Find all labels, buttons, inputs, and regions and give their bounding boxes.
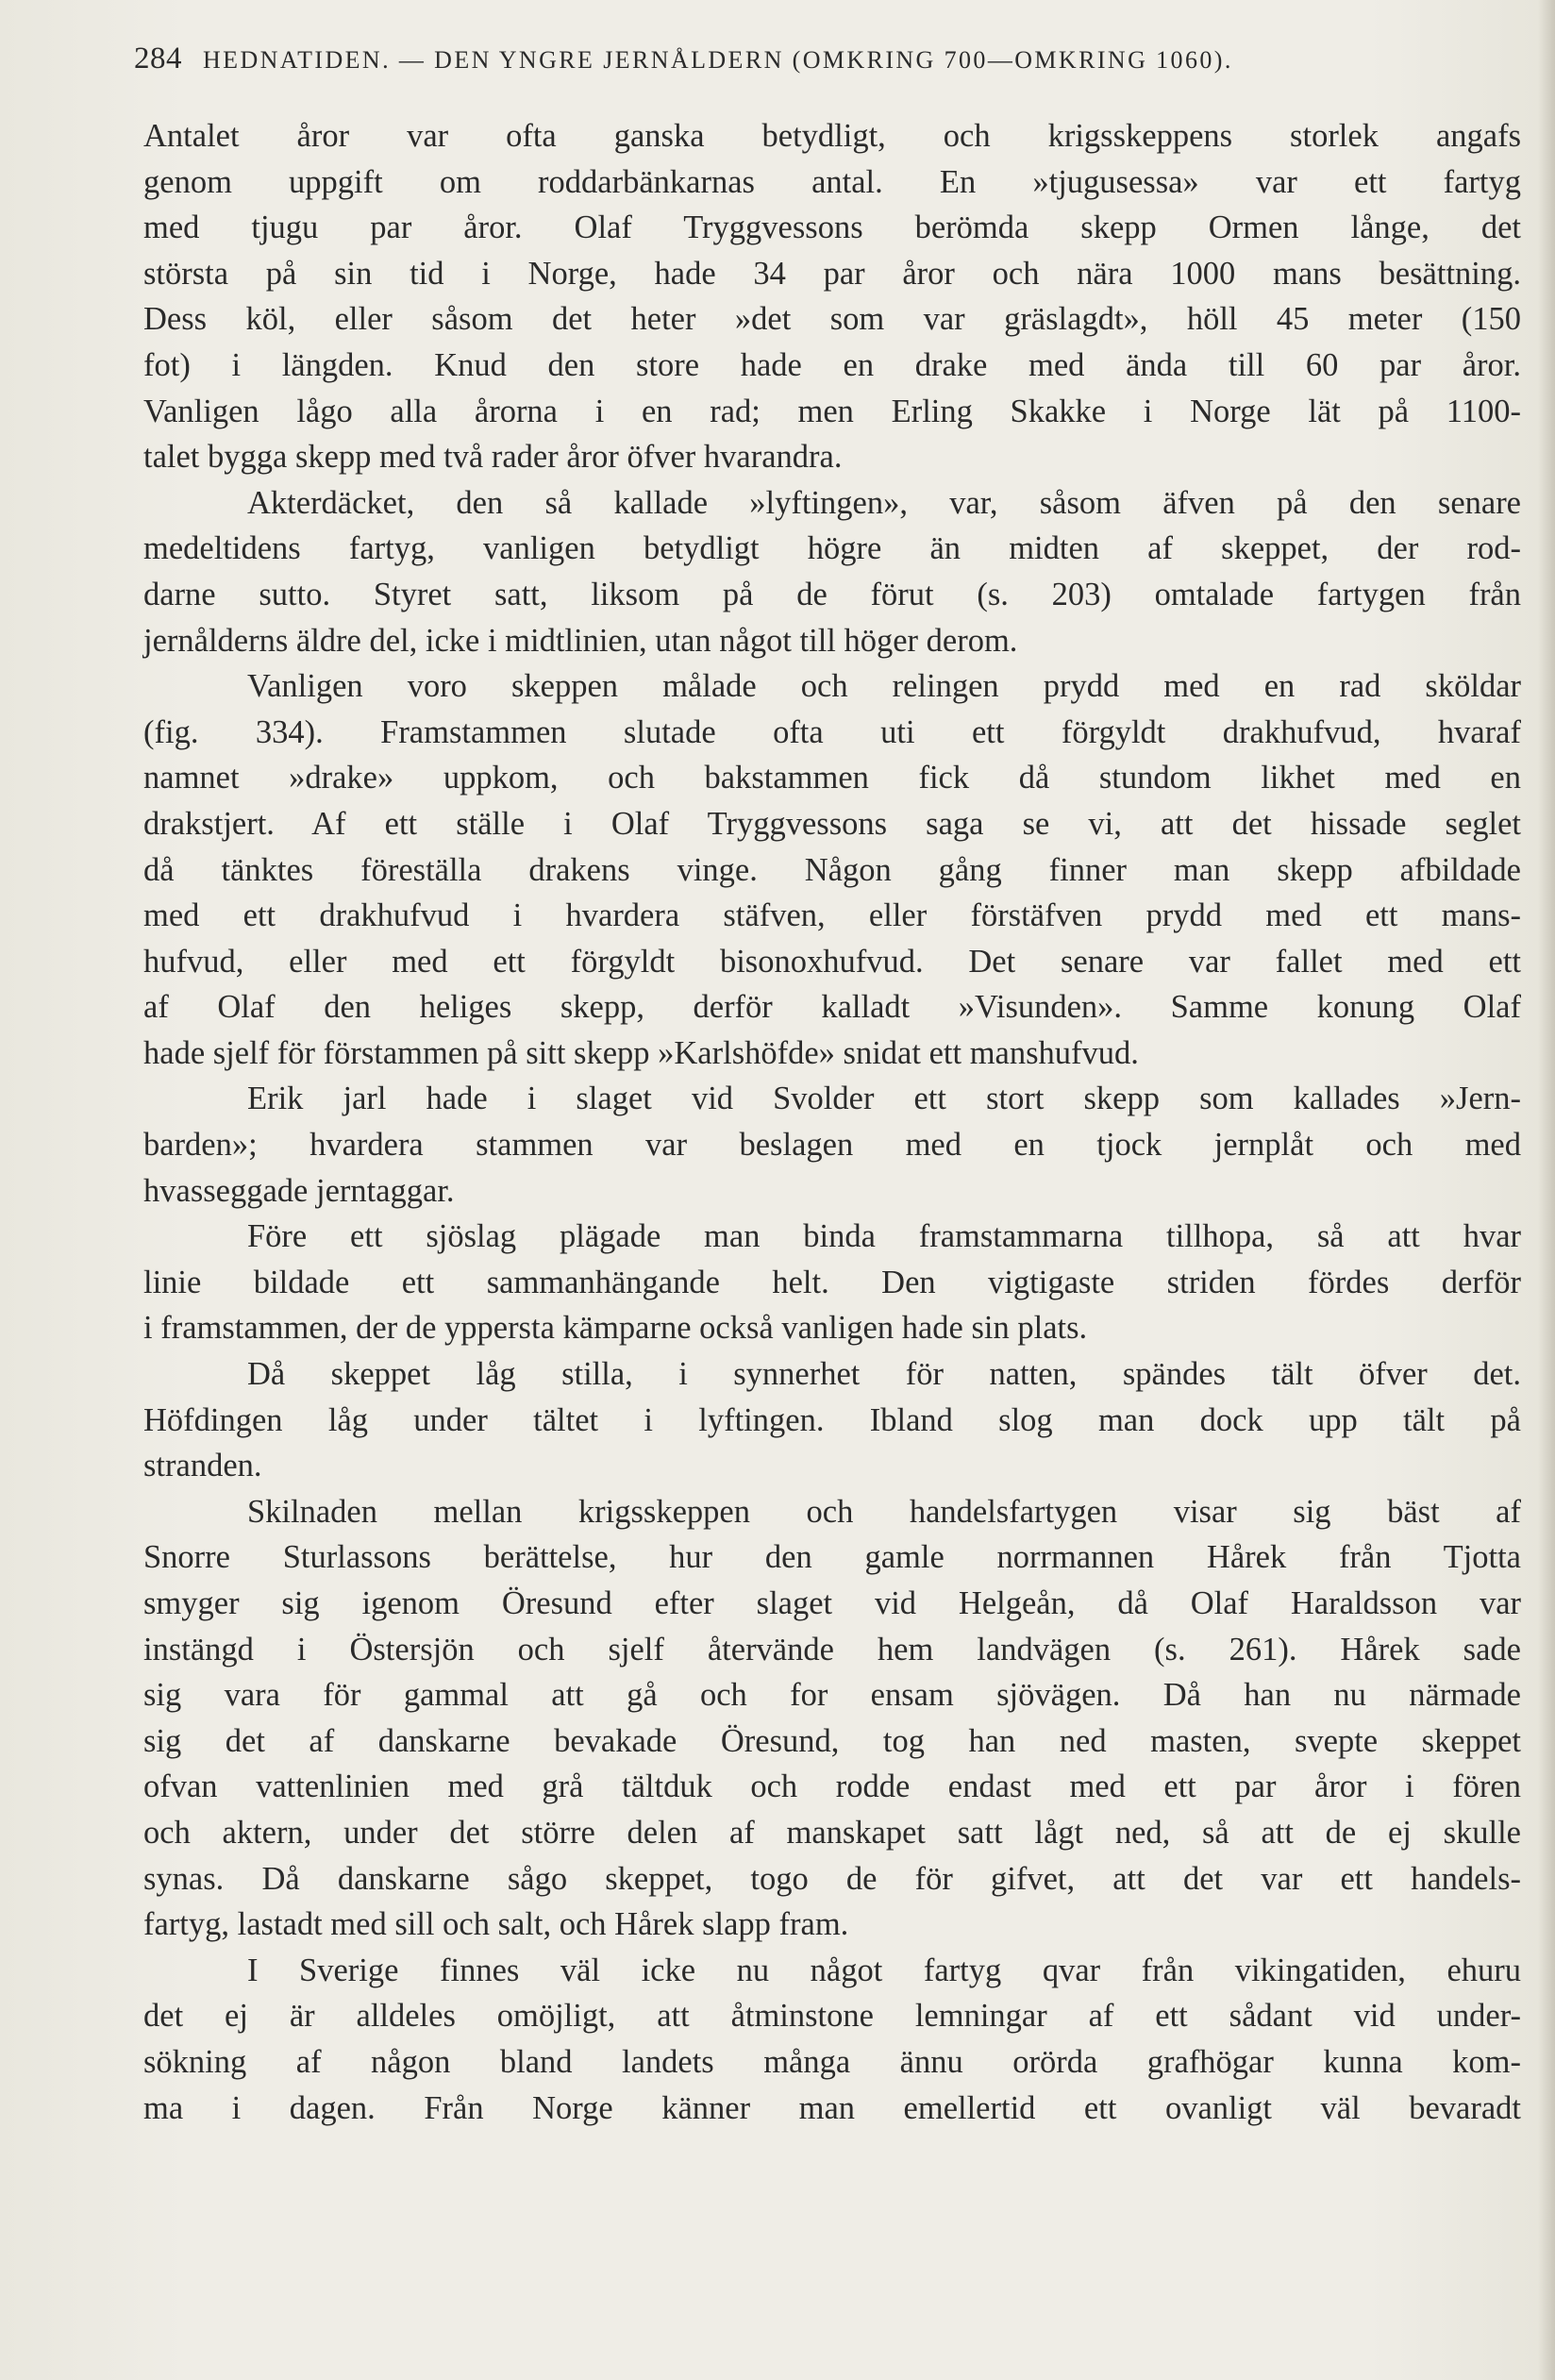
text-line: Före ett sjöslag plägade man binda framstammarna tillhopa, så att hvar — [247, 1218, 1521, 1255]
text-line: sig vara för gammal att gå och for ensam sjövägen. Då han nu närmade — [143, 1677, 1521, 1714]
text-line: genom uppgift om roddarbänkarnas antal. En »tjugusessa» var ett fartyg — [143, 163, 1521, 200]
text-line: smyger sig igenom Öresund efter slaget vid Helgeån, då Olaf Haraldsson var — [143, 1585, 1521, 1621]
text-line: Erik jarl hade i slaget vid Svolder ett stort skepp som kallades »Jern- — [247, 1081, 1521, 1117]
text-line: det ej är alldeles omöjligt, att åtminstone lemningar af ett sådant vid under- — [143, 1998, 1521, 2035]
text-line: hvasseggade jerntaggar. — [143, 1172, 455, 1209]
page-edge-shadow — [1538, 0, 1555, 2380]
text-line: hufvud, eller med ett förgyldt bisonoxhufvud. Det senare var fallet med ett — [143, 943, 1521, 980]
text-line: hade sjelf för förstammen på sitt skepp »Karlshöfde» snidat ett manshufvud. — [143, 1034, 1139, 1071]
text-line: talet bygga skepp med två rader åror öfver hvarandra. — [143, 439, 843, 476]
text-line: af Olaf den heliges skepp, derför kalladt »Visunden». Samme konung Olaf — [143, 989, 1521, 1026]
text-line: Antalet åror var ofta ganska betydligt, och krigsskeppens storlek angafs — [143, 118, 1521, 154]
text-line: då tänktes föreställa drakens vinge. Någon gång finner man skepp afbildade — [143, 851, 1521, 888]
text-line: Höfdingen låg under tältet i lyftingen. Ibland slog man dock upp tält på — [143, 1401, 1521, 1438]
text-line: linie bildade ett sammanhängande helt. Den vigtigaste striden fördes derför — [143, 1264, 1521, 1300]
text-line: medeltidens fartyg, vanligen betydligt högre än midten af skeppet, der rod- — [143, 530, 1521, 567]
body-text — [143, 113, 1521, 2131]
text-line: synas. Då danskarne sågo skeppet, togo de för gifvet, att det var ett handels- — [143, 1860, 1521, 1897]
text-line: sig det af danskarne bevakade Öresund, tog han ned masten, svepte skeppet — [143, 1722, 1521, 1759]
text-line: stranden. — [143, 1448, 262, 1484]
text-line: Då skeppet låg stilla, i synnerhet för natten, spändes tält öfver det. — [247, 1356, 1521, 1393]
text-line: fot) i längden. Knud den store hade en drake med ända till 60 par åror. — [143, 346, 1521, 383]
text-line: Akterdäcket, den så kallade »lyftingen», var, såsom äfven på den senare — [247, 484, 1521, 521]
text-line: ofvan vattenlinien med grå tältduk och rodde endast med ett par åror i fören — [143, 1768, 1521, 1805]
text-line: namnet »drake» uppkom, och bakstammen fick då stundom likhet med en — [143, 760, 1521, 796]
page-number: 284 — [134, 42, 182, 75]
text-line: Vanligen voro skeppen målade och relingen prydd med en rad sköldar — [247, 668, 1521, 705]
header-title: HEDNATIDEN. — DEN YNGRE JERNÅLDERN (OMKRING 700—OMKRING 1060). — [203, 46, 1233, 74]
text-line: Snorre Sturlassons berättelse, hur den gamle norrmannen Hårek från Tjotta — [143, 1539, 1521, 1576]
text-line: med ett drakhufvud i hvardera stäfven, eller förstäfven prydd med ett mans- — [143, 897, 1521, 934]
text-line: Skilnaden mellan krigsskeppen och handelsfartygen visar sig bäst af — [247, 1493, 1521, 1530]
text-line: jernålderns äldre del, icke i midtlinien, utan något till höger derom. — [143, 622, 1018, 659]
text-line: darne sutto. Styret satt, liksom på de förut (s. 203) omtalade fartygen från — [143, 576, 1521, 612]
running-header — [134, 42, 1493, 76]
text-line: I Sverige finnes väl icke nu något fartyg qvar från vikingatiden, ehuru — [247, 1952, 1521, 1988]
text-line: drakstjert. Af ett ställe i Olaf Tryggvessons saga se vi, att det hissade seglet — [143, 805, 1521, 842]
text-line: barden»; hvardera stammen var beslagen med en tjock jernplåt och med — [143, 1127, 1521, 1164]
text-line: fartyg, lastadt med sill och salt, och Hårek slapp fram. — [143, 1906, 849, 1943]
text-line: instängd i Östersjön och sjelf återvände hem landvägen (s. 261). Hårek sade — [143, 1631, 1521, 1668]
text-line: i framstammen, der de yppersta kämparne också vanligen hade sin plats. — [143, 1310, 1088, 1347]
text-line: Vanligen lågo alla årorna i en rad; men Erling Skakke i Norge lät på 1100- — [143, 393, 1521, 429]
text-line: sökning af någon bland landets många ännu orörda grafhögar kunna kom- — [143, 2043, 1521, 2080]
text-line: med tjugu par åror. Olaf Tryggvessons berömda skepp Ormen långe, det — [143, 210, 1521, 246]
text-line: (fig. 334). Framstammen slutade ofta uti ett förgyldt drakhufvud, hvaraf — [143, 713, 1521, 750]
text-line: Dess köl, eller såsom det heter »det som var gräslagdt», höll 45 meter (150 — [143, 301, 1521, 338]
text-line: och aktern, under det större delen af manskapet satt lågt ned, så att de ej skulle — [143, 1814, 1521, 1851]
text-line: största på sin tid i Norge, hade 34 par åror och nära 1000 mans besättning. — [143, 255, 1521, 292]
text-line: ma i dagen. Från Norge känner man emellertid ett ovanligt väl bevaradt — [143, 2089, 1521, 2126]
